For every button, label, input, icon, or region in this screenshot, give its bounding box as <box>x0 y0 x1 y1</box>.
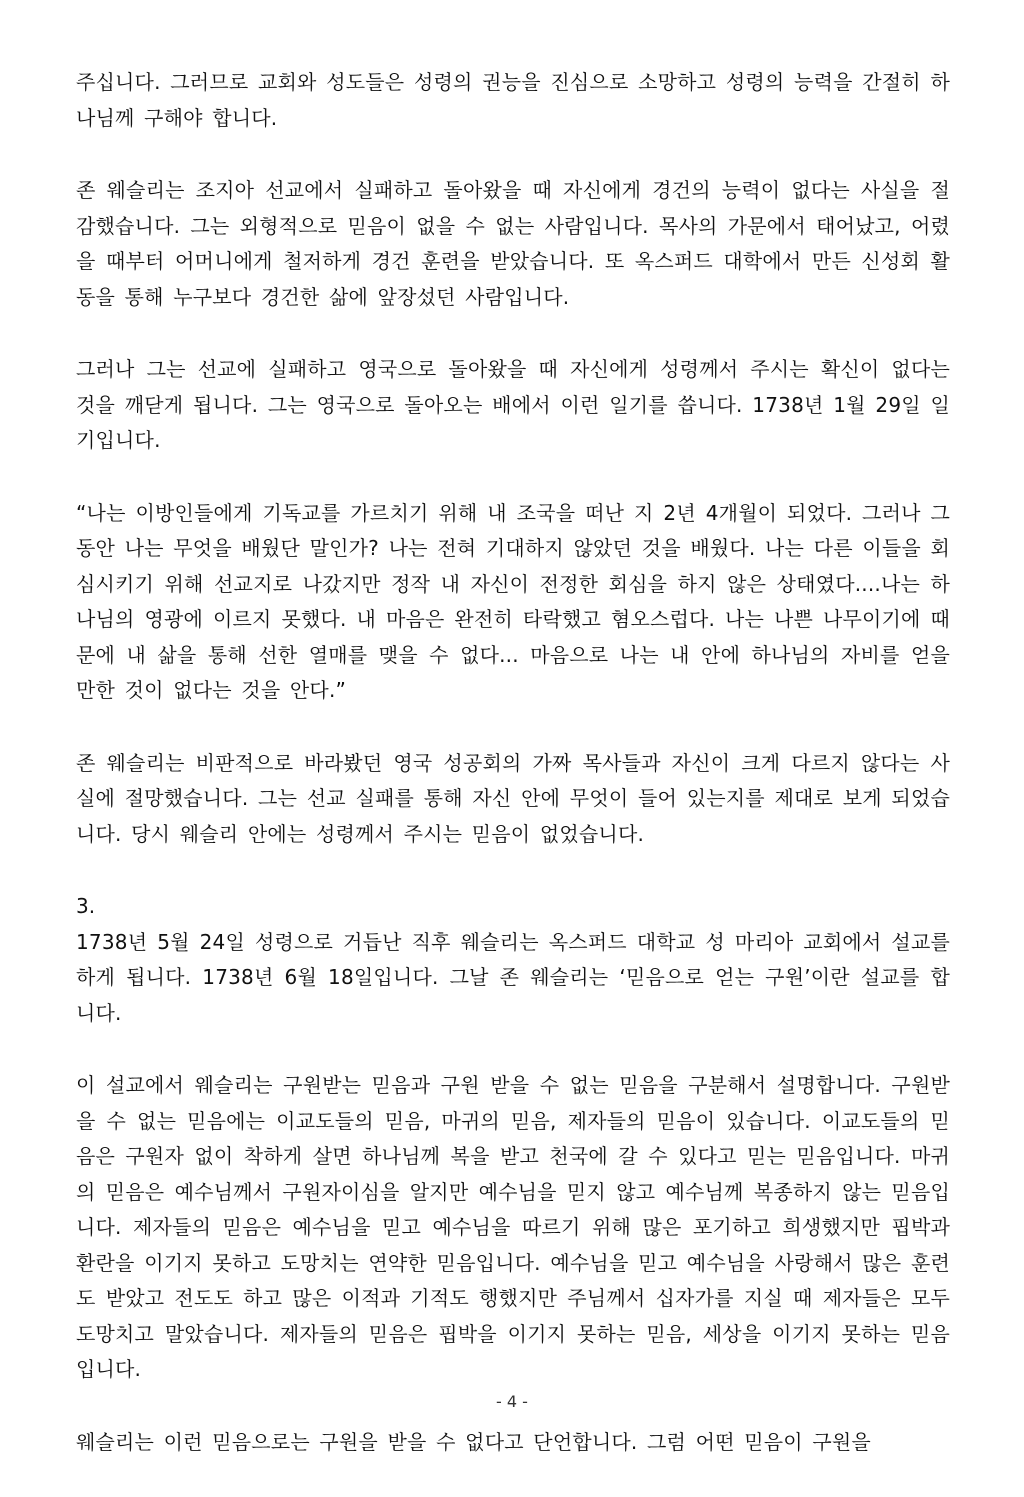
paragraph-3: 그러나 그는 선교에 실패하고 영국으로 돌아왔을 때 자신에게 성령께서 주시는 확신이 없다는 것을 깨닫게 됩니다. 그는 영국으로 돌아오는 배에서 이런 일기를 씁니다. 1738년 1월 29일 일기입니다. <box>76 357 950 452</box>
document-page <box>76 65 950 1497</box>
section-paragraph-1: 1738년 5월 24일 성령으로 거듭난 직후 웨슬리는 옥스퍼드 대학교 성 마리아 교회에서 설교를 하게 됩니다. 1738년 6월 18일입니다. 그날 존 웨슬리는 ‘믿음으로 얻는 구원’이란 설교를 합니다. <box>76 929 950 1025</box>
diary-quote: “나는 이방인들에게 기독교를 가르치기 위해 내 조국을 떠난 지 2년 4개월이 되었다. 그러나 그동안 나는 무엇을 배웠단 말인가? 나는 전혀 기대하지 않았던 것을 배웠다. 나는 다른 이들을 회심시키기 위해 선교지로 나갔지만 정작 내 자신이 전정한 회심을 하지 않은 상태였다....나는 하나님의 영광에 이르지 못했다. 내 마음은 완전히 타락했고 혐오스럽다. 나는 나쁜 나무이기에 때문에 내 삶을 통해 선한 열매를 맺을 수 없다... 마음으로 나는 내 안에 하나님의 자비를 얻을 만한 것이 없다는 것을 안다.” <box>76 500 950 702</box>
section-paragraph-2: 이 설교에서 웨슬리는 구원받는 믿음과 구원 받을 수 없는 믿음을 구분해서 설명합니다. 구원받을 수 없는 믿음에는 이교도들의 믿음, 마귀의 믿음, 제자들의 믿음이 있습니다. 이교도들의 믿음은 구원자 없이 착하게 살면 하나님께 복을 받고 천국에 갈 수 있다고 믿는 믿음입니다. 마귀의 믿음은 예수님께서 구원자이심을 알지만 예수님을 믿지 않고 예수님께 복종하지 않는 믿음입니다. 제자들의 믿음은 예수님을 믿고 예수님을 따르기 위해 많은 포기하고 희생했지만 핍박과 환란을 이기지 못하고 도망치는 연약한 믿음입니다. 예수님을 믿고 예수님을 사랑해서 많은 훈련도 받았고 전도도 하고 많은 이적과 기적도 행했지만 주님께서 십자가를 지실 때 제자들은 모두 도망치고 말았습니다. 제자들의 믿음은 핍박을 이기지 못하는 믿음, 세상을 이기지 못하는 믿음입니다. <box>76 1073 950 1381</box>
paragraph-2: 존 웨슬리는 조지아 선교에서 실패하고 돌아왔을 때 자신에게 경건의 능력이 없다는 사실을 절감했습니다. 그는 외형적으로 믿음이 없을 수 없는 사람입니다. 목사의 가문에서 태어났고, 어렸을 때부터 어머니에게 철저하게 경건 훈련을 받았습니다. 또 옥스퍼드 대학에서 만든 신성회 활동을 통해 누구보다 경건한 삶에 앞장섰던 사람입니다. <box>76 178 950 309</box>
section-paragraph-3: 웨슬리는 이런 믿음으로는 구원을 받을 수 없다고 단언합니다. 그럼 어떤 믿음이 구원을 <box>76 1429 871 1454</box>
page-number: - 4 - <box>496 1392 528 1411</box>
section-number: 3. <box>76 894 96 918</box>
paragraph-5: 존 웨슬리는 비판적으로 바라봤던 영국 성공회의 가짜 목사들과 자신이 크게 다르지 않다는 사실에 절망했습니다. 그는 선교 실패를 통해 자신 안에 무엇이 들어 있는지를 제대로 보게 되었습니다. 당시 웨슬리 안에는 성령께서 주시는 믿음이 없었습니다. <box>76 750 950 846</box>
paragraph-1: 주십니다. 그러므로 교회와 성도들은 성령의 권능을 진심으로 소망하고 성령의 능력을 간절히 하나님께 구해야 합니다. <box>76 70 950 130</box>
